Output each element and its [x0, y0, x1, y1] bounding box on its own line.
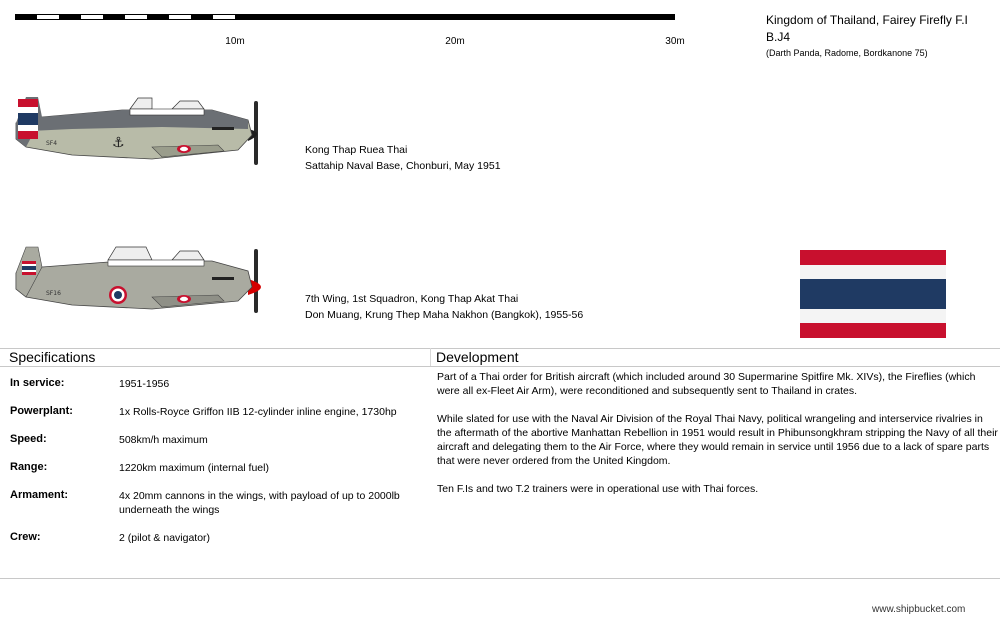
spec-label: Range:: [10, 461, 48, 473]
rudder-stripe: [18, 107, 38, 113]
serial-number: SF4: [46, 140, 58, 147]
roundel: [180, 147, 188, 151]
scale-label-20m: 20m: [445, 36, 465, 47]
tail-flag-stripe: [22, 266, 36, 270]
spec-label: In service:: [10, 377, 65, 389]
rudder-stripe: [18, 131, 38, 139]
caption-line: Don Muang, Krung Thep Maha Nakhon (Bangkok), 1955-56: [305, 309, 584, 321]
scale-outline: [15, 14, 675, 20]
canopy: [108, 247, 152, 260]
page-title: Kingdom of Thailand, Fairey Firefly F.I: [766, 13, 968, 27]
exhaust: [212, 277, 234, 280]
canopy: [172, 251, 204, 260]
flag-stripe-blue: [800, 279, 946, 309]
aircraft-navy-drawing: [12, 95, 274, 175]
aircraft-airforce-drawing: [12, 243, 274, 323]
canopy-frame: [130, 109, 204, 115]
anchor-icon: ⚓: [112, 135, 125, 151]
section-divider: [0, 366, 1000, 367]
wing-roundel: [180, 297, 188, 301]
specifications-heading: Specifications: [9, 349, 96, 365]
caption-airforce: [305, 291, 583, 323]
spec-label: Powerplant:: [10, 405, 73, 417]
canopy: [130, 98, 152, 109]
spec-value: 4x 20mm cannons in the wings, with payload of up to 2000lb underneath the wings: [119, 490, 400, 516]
canopy: [172, 101, 204, 109]
serial-number: SF16: [46, 290, 61, 297]
flag-stripe-white: [800, 309, 946, 323]
caption-line: 7th Wing, 1st Squadron, Kong Thap Akat Thai: [305, 293, 519, 305]
tail-flag-stripe: [22, 272, 36, 275]
spec-value: 508km/h maximum: [119, 434, 208, 446]
tail-flag-stripe: [22, 264, 36, 266]
spec-label: Crew:: [10, 531, 41, 543]
caption-line: Kong Thap Ruea Thai: [305, 144, 408, 156]
column-divider: [430, 348, 431, 366]
scale-label-30m: 30m: [665, 36, 685, 47]
canopy-frame: [108, 260, 204, 266]
site-credit: www.shipbucket.com: [872, 604, 966, 615]
scale-label-10m: 10m: [225, 36, 245, 47]
spec-value: 1951-1956: [119, 378, 170, 390]
spec-value: 1220km maximum (internal fuel): [119, 462, 269, 474]
flag-stripe-white: [800, 265, 946, 279]
caption-navy: [305, 142, 501, 174]
caption-line: Sattahip Naval Base, Chonburi, May 1951: [305, 160, 501, 172]
rudder-stripe: [18, 99, 38, 107]
development-paragraph: Ten F.Is and two T.2 trainers were in operational use with Thai forces.: [437, 483, 759, 495]
spec-label: Armament:: [10, 489, 69, 501]
section-divider: [0, 578, 1000, 579]
roundel: [114, 291, 122, 299]
flag-stripe-red: [800, 250, 946, 265]
exhaust: [212, 127, 234, 130]
scale-bar: [15, 14, 685, 47]
thai-flag: [800, 250, 946, 338]
development-text: [437, 370, 999, 510]
page-subtitle: B.J4: [766, 30, 791, 44]
author-credits: (Darth Panda, Radome, Bordkanone 75): [766, 48, 928, 58]
rudder-stripe: [18, 113, 38, 125]
propeller-blade: [254, 249, 258, 313]
rudder-stripe: [18, 125, 38, 131]
flag-stripe-red: [800, 323, 946, 338]
development-heading: Development: [436, 349, 519, 365]
spec-value: 2 (pilot & navigator): [119, 532, 211, 544]
spec-value: 1x Rolls-Royce Griffon IIB 12-cylinder inline engine, 1730hp: [119, 406, 397, 418]
tail-flag-stripe: [22, 270, 36, 272]
development-paragraph: While slated for use with the Naval Air Division of the Royal Thai Navy, political wrangeling and interservice rivalries in the aftermath of the abortive Manhattan Rebellion in 1951 would result in Phibunsongkhram stripping the Navy of all their aircraft and delegating them to the Air Force, where they would remain in service until 1956 due to a lack of spare parts that were never ordered from the United Kingdom.: [437, 413, 998, 467]
tail-flag-stripe: [22, 261, 36, 264]
spec-label: Speed:: [10, 433, 47, 445]
development-paragraph: Part of a Thai order for British aircraft (which included around 30 Supermarine Spitfire Mk. XIVs), the Fireflies (which were all ex-Fleet Air Arm), were reconditioned and subsequently sent to Thailand in crates.: [437, 371, 976, 397]
